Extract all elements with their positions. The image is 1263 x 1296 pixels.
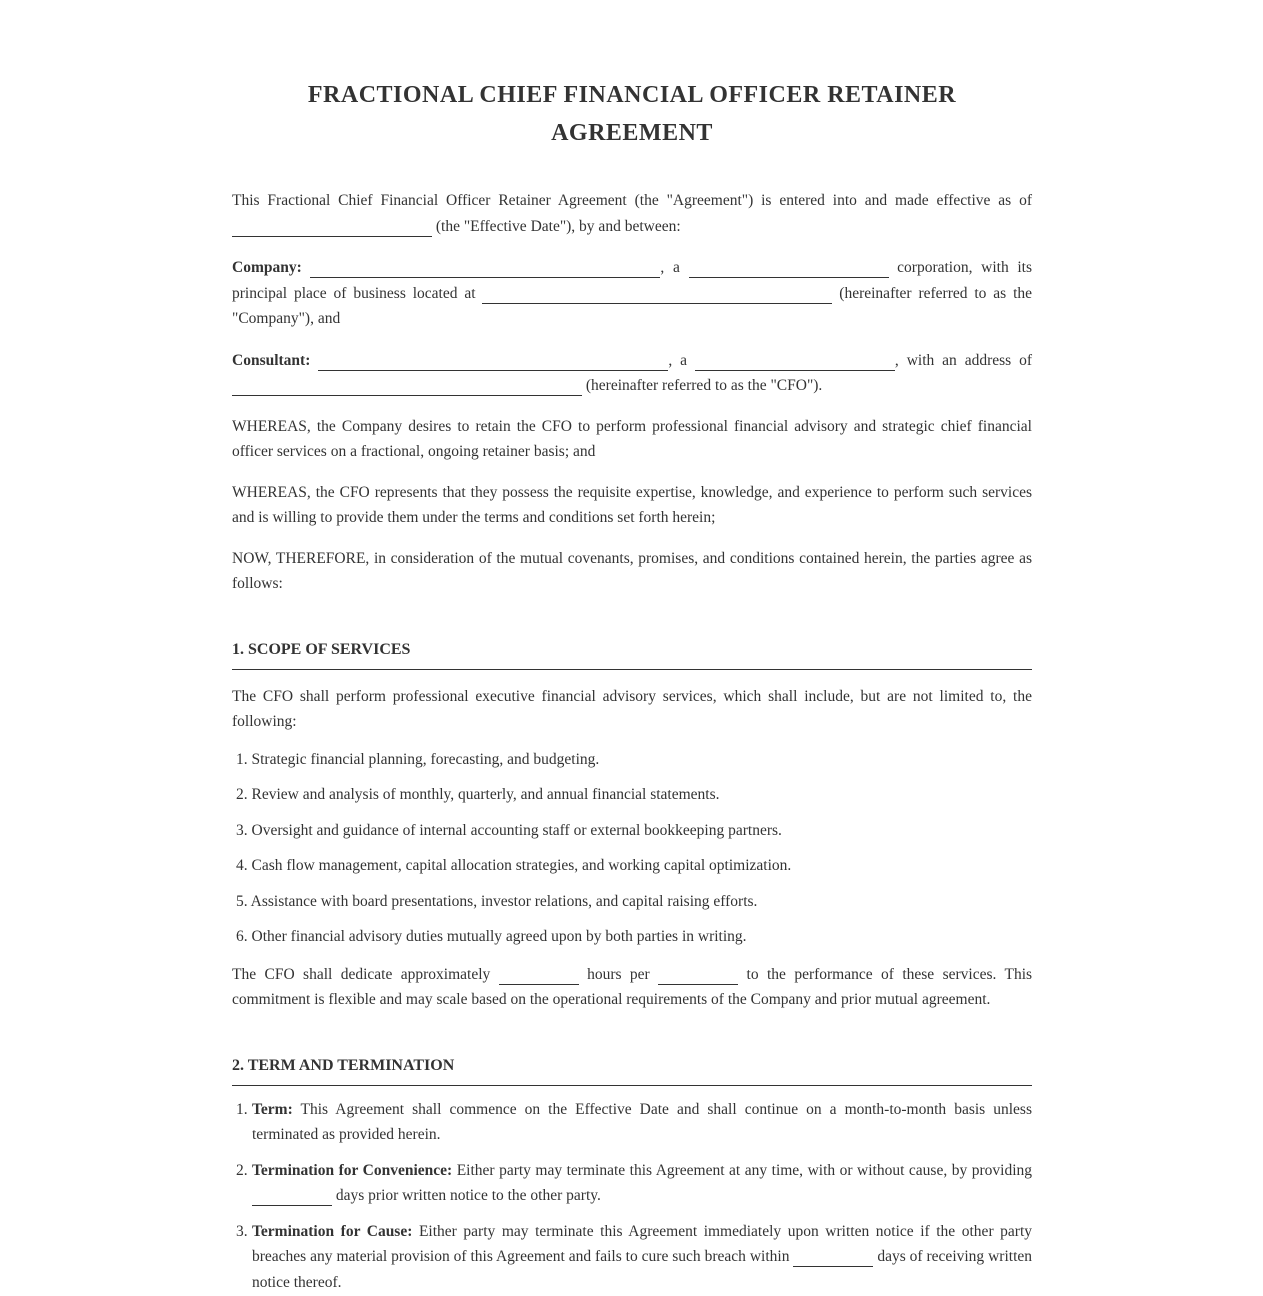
title-line-1: FRACTIONAL CHIEF FINANCIAL OFFICER RETAINER (307, 82, 957, 108)
termination-convenience-label: Termination for Convenience: (252, 1161, 453, 1179)
consultant-label: Consultant: (232, 351, 311, 369)
cure-days-blank[interactable] (793, 1248, 873, 1267)
item-number: 1. (236, 1100, 248, 1118)
company-label: Company: (232, 259, 302, 276)
hours-text-3: to the performance of these services. This commitment is flexible and may scale based on the operational requirements of the Company and prior mutual agreement. (232, 965, 1033, 1008)
consultant-text-1: , a (668, 351, 687, 369)
scope-list (232, 749, 1032, 949)
termination-cause-text-2: days of receiving written notice thereof. (252, 1248, 1033, 1291)
termination-cause-label: Termination for Cause: (252, 1222, 413, 1240)
list-item (232, 1097, 1032, 1148)
hours-text-2: hours per (587, 965, 650, 983)
list-item (232, 1219, 1032, 1296)
company-state-blank[interactable] (689, 259, 889, 278)
item-number: 2. (236, 1161, 248, 1179)
title-line-2: AGREEMENT (551, 120, 713, 146)
document-title (202, 76, 1062, 152)
termination-convenience-text-2: days prior written notice to the other party. (335, 1187, 601, 1204)
effective-date-blank[interactable] (232, 218, 432, 237)
list-item: 3. Oversight and guidance of internal accounting staff or external bookkeeping partners. (236, 821, 782, 839)
whereas-paragraph-1: WHEREAS, the Company desires to retain the CFO to perform professional financial advisory and strategic chief financial officer services on a fractional, ongoing retainer basis; and (232, 417, 1032, 460)
company-name-blank[interactable] (310, 259, 660, 278)
consultant-text-3: (hereinafter referred to as the "CFO"). (585, 377, 823, 394)
section-1-heading: 1. SCOPE OF SERVICES (232, 640, 1032, 670)
list-item: 1. Strategic financial planning, forecasting, and budgeting. (236, 750, 600, 768)
item-number: 3. (236, 1222, 248, 1240)
section-2-heading: 2. TERM AND TERMINATION (232, 1056, 1032, 1086)
now-therefore-paragraph: NOW, THEREFORE, in consideration of the mutual covenants, promises, and conditions contained herein, the parties agree as follows: (232, 549, 1032, 592)
term-list (232, 1097, 1032, 1296)
list-item (232, 1158, 1032, 1209)
consultant-address-blank[interactable] (232, 377, 582, 396)
intro-text-1: This Fractional Chief Financial Officer Retainer Agreement (the "Agreement") is entered into and made effective as of (232, 192, 1032, 209)
intro-text-2: (the "Effective Date"), by and between: (435, 217, 681, 235)
company-text-1: , a (660, 259, 680, 276)
consultant-name-blank[interactable] (318, 352, 668, 371)
scope-intro-paragraph: The CFO shall perform professional executive financial advisory services, which shall include, but are not limited to, the following: (232, 687, 1032, 730)
hours-text-1: The CFO shall dedicate approximately (232, 965, 491, 983)
hours-period-blank[interactable] (658, 966, 738, 985)
company-text-3: (hereinafter referred to as the "Company"), and (232, 284, 1033, 327)
consultant-paragraph (232, 348, 1032, 399)
termination-convenience-text-1: Either party may terminate this Agreement at any time, with or without cause, by providing (456, 1161, 1032, 1179)
company-paragraph (232, 255, 1032, 332)
company-address-blank[interactable] (482, 285, 832, 304)
consultant-text-2: , with an address of (894, 351, 1033, 369)
whereas-paragraph-2: WHEREAS, the CFO represents that they possess the requisite expertise, knowledge, and experience to perform such services and is willing to provide them under the terms and conditions set forth herein; (232, 483, 1032, 526)
notice-days-blank[interactable] (252, 1187, 332, 1206)
list-item: 6. Other financial advisory duties mutually agreed upon by both parties in writing. (236, 928, 747, 945)
list-item: 2. Review and analysis of monthly, quarterly, and annual financial statements. (236, 786, 720, 803)
consultant-entity-blank[interactable] (695, 352, 895, 371)
agreement-document (232, 0, 1032, 1295)
term-label: Term: (252, 1100, 293, 1118)
list-item: 5. Assistance with board presentations, investor relations, and capital raising efforts. (236, 892, 758, 910)
termination-cause-text-1: Either party may terminate this Agreement immediately upon written notice if the other party breaches any material provision of this Agreement and fails to cure such breach within (252, 1222, 1033, 1265)
term-text: This Agreement shall commence on the Effective Date and shall continue on a month-to-month basis unless terminated as provided herein. (252, 1100, 1032, 1143)
hours-count-blank[interactable] (499, 966, 579, 985)
hours-paragraph (232, 962, 1032, 1013)
company-text-2: corporation, with its principal place of business located at (232, 259, 1032, 302)
intro-paragraph (232, 188, 1032, 239)
list-item: 4. Cash flow management, capital allocation strategies, and working capital optimization. (236, 857, 792, 874)
